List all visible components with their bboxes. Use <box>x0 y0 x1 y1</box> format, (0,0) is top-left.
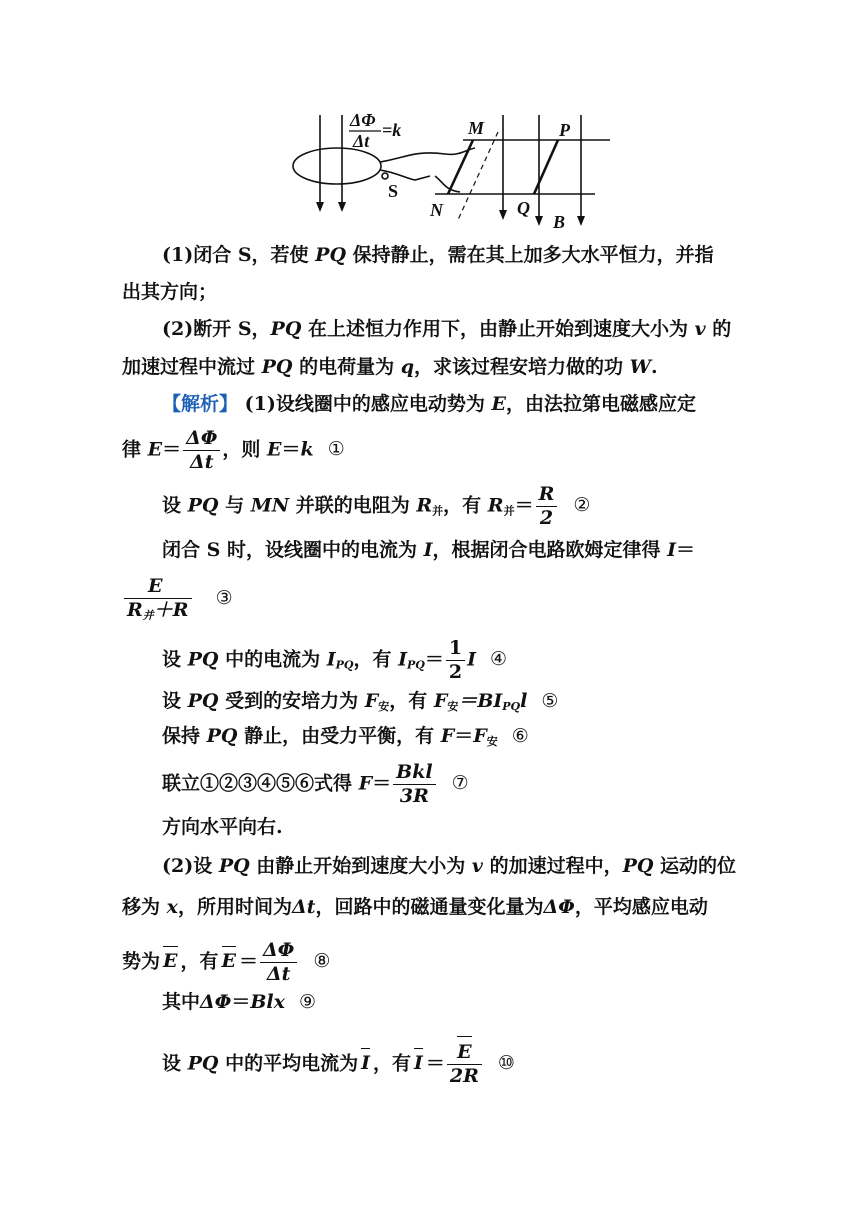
circuit-figure <box>285 110 615 235</box>
question-1-line-1: (1)闭合 S，若使 PQ 保持静止，需在其上加多大水平恒力，并指 <box>162 244 714 266</box>
question-1-line-2: 出其方向； <box>122 281 218 303</box>
flux-label-den: Δt <box>353 131 370 151</box>
fraction: $\frac{\Delta\Phi}{\Delta t}$ <box>183 428 220 473</box>
wire-top <box>380 148 475 162</box>
solution-line-3: 设 PQ 与 MN 并联的电阻为 $R_并$，有 $R_并=$ $\frac{R}{2}$ ② <box>162 483 591 529</box>
solution-line-2: 律 E＝ $\frac{\Delta\Phi}{\Delta t}$ ，则 E＝k ① <box>122 427 345 473</box>
solution-line-5: $\frac{E}{R_并+R}$ ③ <box>122 576 742 622</box>
fraction: $\frac{\text{Bkl}}{3R}$ <box>393 762 435 807</box>
label-q: Q <box>517 198 530 218</box>
solution-line-8: 保持 PQ 静止，由受力平衡，有 $F=F_安$ ⑥ <box>162 725 529 748</box>
fraction: $\frac{R}{2}$ <box>536 484 558 529</box>
fraction: $\frac{1}{2}$ <box>446 638 465 683</box>
solution-line-14: 其中ΔΦ＝Blx ⑨ <box>162 991 316 1013</box>
solution-line-4: 闭合 S 时，设线圈中的电流为 I，根据闭合电路欧姆定律得 I＝ <box>162 539 695 561</box>
solution-line-15: 设 PQ 中的平均电流为 I ，有 I ＝ $\frac{E}{2R}$ ⑩ <box>162 1041 515 1087</box>
fraction: $\frac{E}{2R}$ <box>447 1042 482 1087</box>
solution-line-12: 移为 x，所用时间为Δt，回路中的磁通量变化量为ΔΦ，平均感应电动 <box>122 896 708 918</box>
fraction: $\frac{\Delta\Phi}{\Delta t}$ <box>260 940 297 985</box>
label-s: S <box>388 181 399 201</box>
question-2-line-1: (2)断开 S，PQ 在上述恒力作用下，由静止开始到速度大小为 v 的 <box>162 318 732 340</box>
label-b: B <box>553 212 566 232</box>
flux-label-eq: =k <box>382 120 402 140</box>
rod-pq <box>534 140 558 194</box>
flux-label-num: ΔΦ <box>350 110 376 130</box>
fraction: $\frac{E}{R_并+R}$ <box>124 576 192 622</box>
solution-line-13: 势为 E ，有 E ＝ $\frac{\Delta\Phi}{\Delta t}$ ⑧ <box>122 939 331 985</box>
label-p: P <box>559 120 570 140</box>
rod-mn <box>448 140 473 194</box>
question-2-line-2: 加速过程中流过 PQ 的电荷量为 q，求该过程安培力做的功 W. <box>122 356 658 378</box>
label-n: N <box>430 200 443 220</box>
solution-line-6: 设 PQ 中的电流为 $I_{PQ}$，有 $I_{PQ}=$ $\frac{1}{2}$ I ④ <box>162 637 508 683</box>
coil <box>293 148 381 184</box>
dashed-line <box>457 132 498 222</box>
solution-line-1: 【解析】 (1)设线圈中的感应电动势为 E，由法拉第电磁感应定 <box>162 393 696 415</box>
solution-line-10: 方向水平向右. <box>162 816 283 838</box>
label-m: M <box>468 118 485 138</box>
solution-line-9: 联立①②③④⑤⑥式得 F＝ $\frac{\text{Bkl}}{3R}$ ⑦ <box>162 761 469 807</box>
solution-line-7: 设 PQ 受到的安培力为 $F_安$，有 $F_安=BI_{PQ}l$ ⑤ <box>162 690 559 713</box>
analysis-tag: 【解析】 <box>162 393 239 415</box>
solution-line-11: (2)设 PQ 由静止开始到速度大小为 v 的加速过程中，PQ 运动的位 <box>162 855 737 877</box>
